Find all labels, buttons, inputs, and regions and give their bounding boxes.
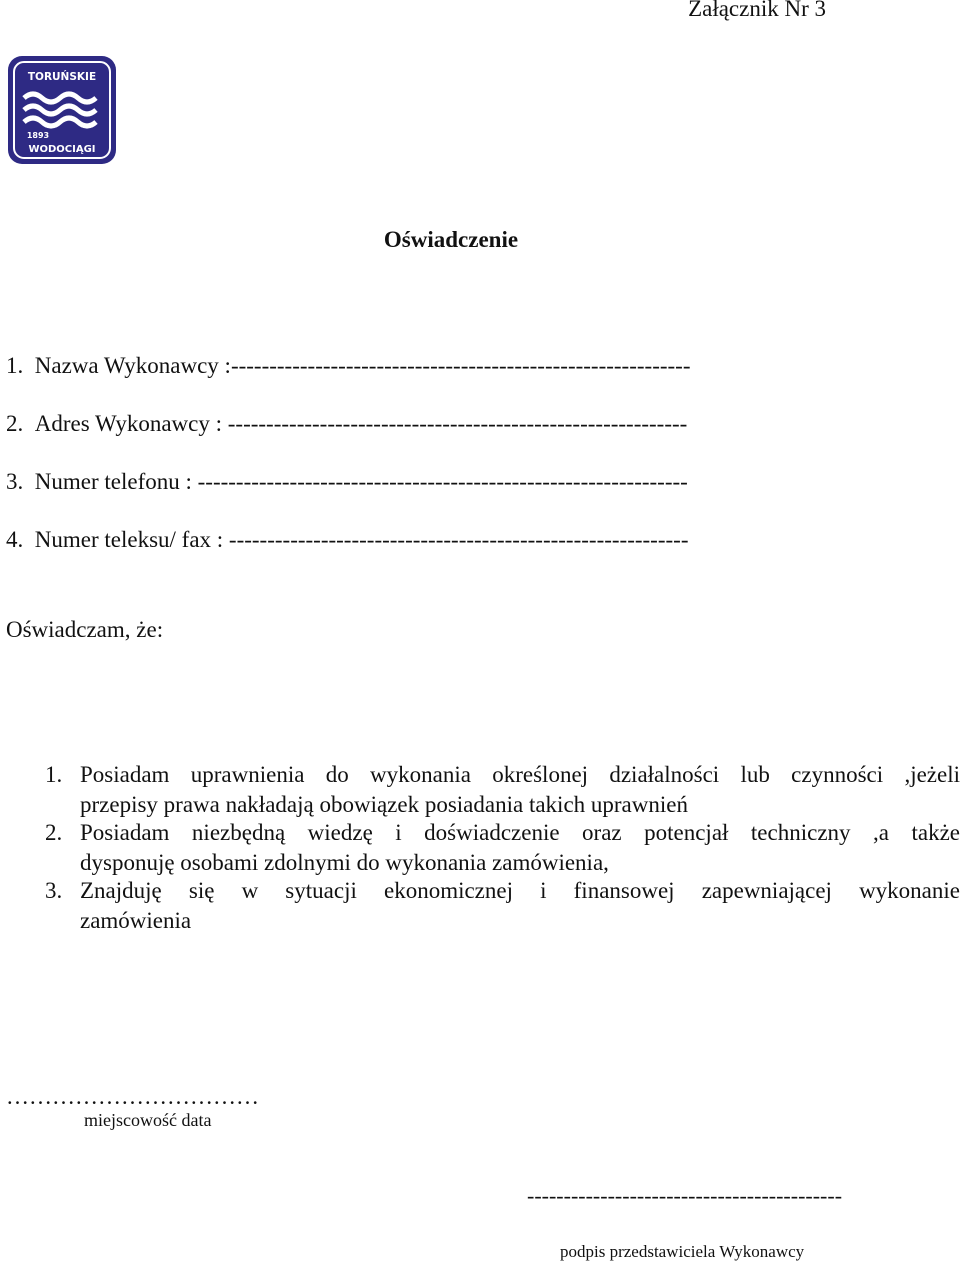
- statement-line: przepisy prawa nakładają obowiązek posiadania takich uprawnień: [80, 792, 688, 817]
- field-label: Numer teleksu/ fax :: [34, 527, 229, 552]
- statement-line: Znajduję się w sytuacji ekonomicznej i finansowej zapewniającej wykonanie: [80, 878, 960, 903]
- statement-item: [45, 760, 960, 820]
- field-number: 2.: [6, 411, 24, 436]
- statement-number: 3.: [45, 878, 63, 903]
- field-number: 4.: [6, 527, 24, 552]
- signature-fill-line: -------------------------------------------: [527, 1183, 843, 1208]
- field-label: Adres Wykonawcy :: [34, 411, 228, 436]
- field-fill-line: ------------------------------------------------------------: [227, 411, 688, 436]
- annex-label: Załącznik Nr 3: [688, 0, 826, 21]
- field-contractor-address: [6, 411, 687, 437]
- statement-item: [45, 818, 960, 878]
- statement-line: zamówienia: [80, 908, 192, 933]
- signature-label: podpis przedstawiciela Wykonawcy: [560, 1242, 805, 1261]
- logo-bottom-text: WODOCIĄGI: [28, 144, 96, 155]
- logo-year: 1893: [26, 131, 50, 140]
- field-telex-fax: [6, 527, 688, 553]
- document-title: Oświadczenie: [383, 227, 519, 252]
- field-label: Numer telefonu :: [34, 469, 198, 494]
- statement-line: dysponuję osobami zdolnymi do wykonania zamówienia,: [80, 850, 609, 875]
- statement-line: Posiadam niezbędną wiedzę i doświadczenie oraz potencjał techniczny ,a także: [80, 820, 960, 845]
- statement-number: 2.: [45, 820, 63, 845]
- field-contractor-name: [6, 353, 691, 379]
- field-fill-line: ----------------------------------------------------------------: [197, 469, 688, 494]
- toruńskie-wodociągi-logo: [6, 54, 118, 166]
- field-fill-line: ------------------------------------------------------------: [230, 353, 691, 378]
- field-fill-line: ------------------------------------------------------------: [228, 527, 689, 552]
- place-date-fill-line: ……………………………: [6, 1084, 259, 1109]
- field-number: 3.: [6, 469, 24, 494]
- logo-top-text: TORUŃSKIE: [27, 71, 97, 83]
- statement-number: 1.: [45, 762, 63, 787]
- field-label: Nazwa Wykonawcy :: [34, 353, 231, 378]
- field-number: 1.: [6, 353, 24, 378]
- statement-line: Posiadam uprawnienia do wykonania określonej działalności lub czynności ,jeżeli: [80, 762, 960, 787]
- place-date-label: miejscowość data: [84, 1110, 212, 1130]
- statement-item: [45, 876, 960, 936]
- declaration-intro: Oświadczam, że:: [6, 617, 164, 642]
- field-phone-number: [6, 469, 688, 495]
